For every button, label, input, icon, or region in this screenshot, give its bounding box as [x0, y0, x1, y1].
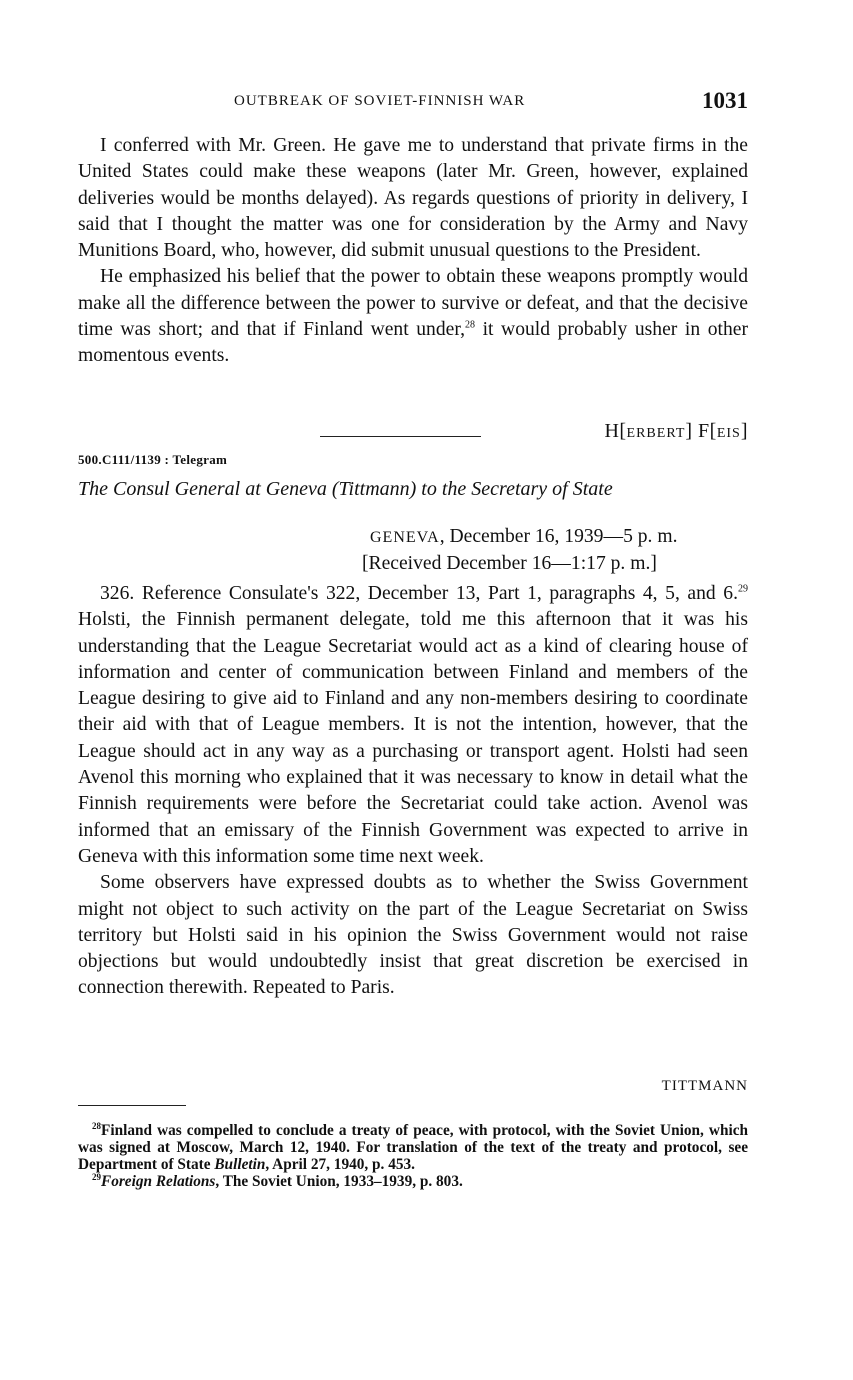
footnote-mark: 28	[92, 1120, 101, 1131]
paragraph-text: Some observers have expressed doubts as to whether the Swiss Government might not object to such activity on the part of the League Secretariat on Swiss territory but Holsti said in his opinion the Swiss Government would not raise objections but would undoubtedly insist that great discretion be exercised in connection therewith. Repeated to Paris.	[78, 872, 748, 999]
signature-feis	[604, 420, 748, 443]
paragraph-text: I conferred with Mr. Green. He gave me to understand that private firms in the United States could make these weapons (later Mr. Green, however, explained deliveries would be months delayed). As regards questions of priority in delivery, I said that I thought the matter was one for consideration by the Army and Navy Munitions Board, who, however, did submit unusual questions to the President.	[78, 135, 748, 262]
paragraph	[78, 133, 748, 264]
running-title: OUTBREAK OF SOVIET-FINNISH WAR	[234, 93, 526, 109]
memorandum-body	[78, 133, 748, 370]
paragraph-text: Holsti, the Finnish permanent delegate, told me this afternoon that it was his understanding that the League Secretariat would act as a kind of clearing house of information and center of communication between Finland and members of the League desiring to give aid to Finland and any non-members desiring to coordinate their aid with that of League members. It is not the intention, however, that the League should act in any way as a purchasing or transport agent. Holsti had seen Avenol this morning who explained that it was necessary to know in detail what the Finnish requirements were before the Secretariat could take action. Avenol was informed that an emissary of the Finnish Government was expected to arrive in Geneva with this information some time next week.	[78, 609, 748, 867]
dateline-date: , December 16, 1939—5 p. m.	[439, 526, 678, 547]
sender-signature: TITTMANN	[661, 1078, 748, 1094]
signature-part: ]	[740, 420, 748, 442]
footnote-28	[78, 1122, 748, 1173]
dateline-sent	[370, 524, 748, 551]
paragraph-text: it would probably usher in other momentous events.	[78, 319, 748, 367]
file-reference: 500.C111/1139 : Telegram	[78, 452, 228, 467]
footnote-reference-28: 28	[464, 319, 475, 331]
footnotes	[78, 1122, 748, 1190]
dateline-place: GENEVA	[370, 529, 440, 546]
paragraph	[78, 581, 748, 870]
dateline	[362, 524, 748, 577]
signature-part: ] F[	[685, 420, 717, 442]
page-number: 1031	[702, 88, 748, 113]
footnote-reference-29: 29	[738, 583, 748, 595]
footnote-text: Finland was compelled to conclude a treaty of peace, with protocol, with the Soviet Union, which was signed at Moscow, March 12, 1940. For translation of the text of the treaty and protocol, see Department of State	[78, 1122, 748, 1173]
footnote-italic: Bulletin	[214, 1156, 266, 1173]
signature-part: ERBERT	[626, 426, 686, 441]
signature-part: H[	[604, 420, 627, 442]
footnote-text: , April 27, 1940, p. 453.	[265, 1156, 415, 1173]
footnote-mark: 29	[92, 1171, 101, 1182]
paragraph-text: He emphasized his belief that the power to obtain these weapons promptly would make all the difference between the power to survive or defeat, and that the decisive time was short; and that if Finland went under,	[78, 266, 748, 341]
signature-part: EIS	[716, 426, 741, 441]
footnote-29	[78, 1173, 748, 1190]
paragraph-text: 326. Reference Consulate's 322, December 13, Part 1, paragraphs 4, 5, and 6.	[100, 583, 738, 604]
footnote-text: , The Soviet Union, 1933–1939, p. 803.	[215, 1173, 463, 1190]
section-divider	[320, 436, 481, 437]
footnote-italic: Foreign Relations	[101, 1173, 216, 1190]
telegram-body	[78, 581, 748, 1002]
document-title: The Consul General at Geneva (Tittmann) to the Secretary of State	[78, 478, 613, 500]
dateline-received: [Received December 16—1:17 p. m.]	[362, 553, 657, 574]
footnote-rule	[78, 1105, 186, 1106]
paragraph	[78, 264, 748, 369]
paragraph	[78, 870, 748, 1001]
running-head	[78, 88, 748, 118]
